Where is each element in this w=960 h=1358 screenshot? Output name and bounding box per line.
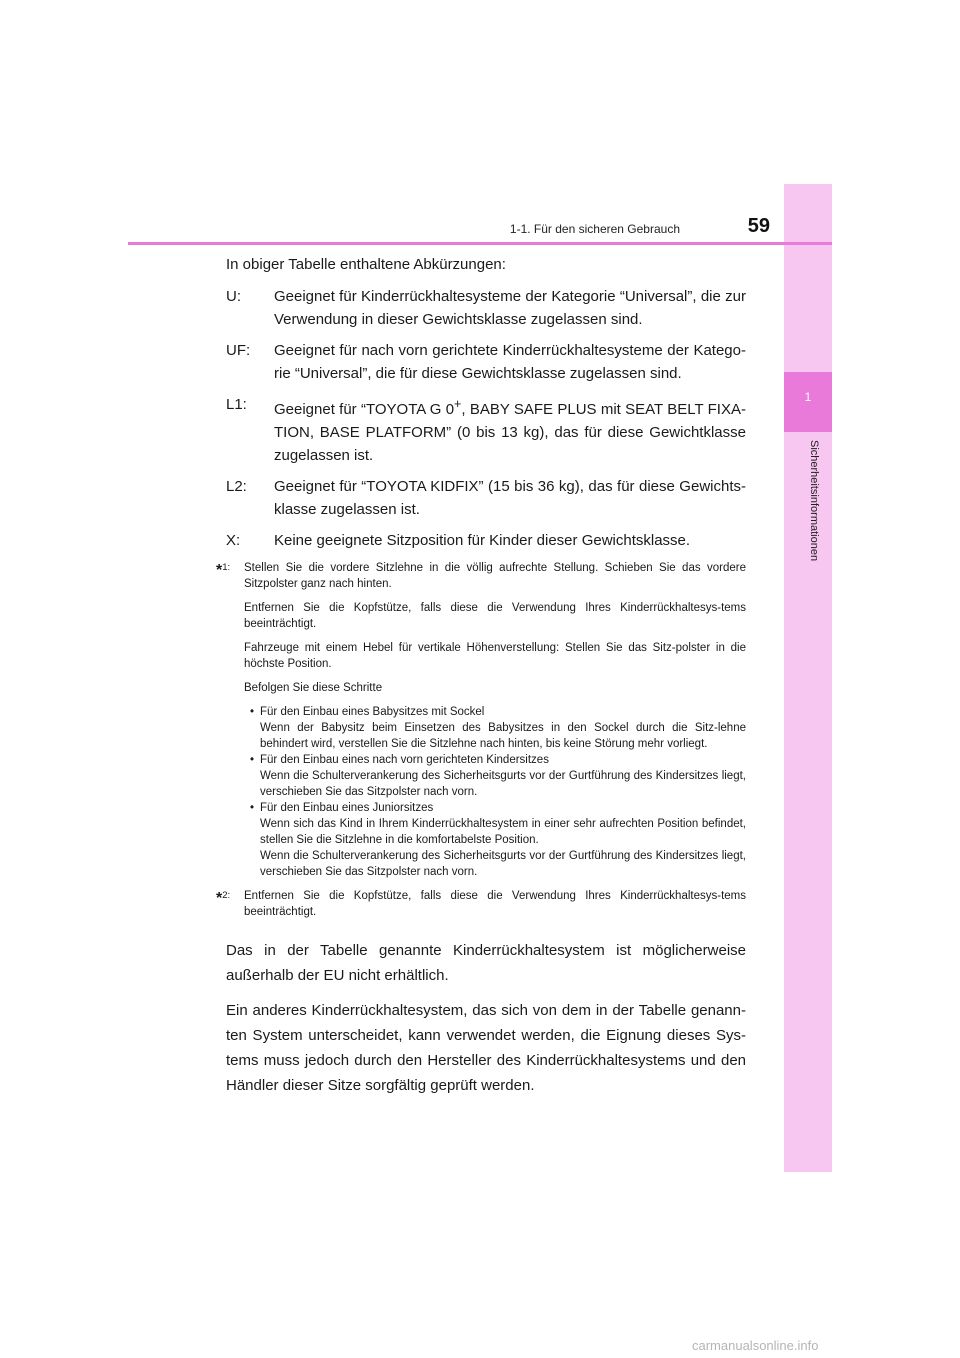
abbreviation-item [216, 339, 746, 385]
list-item-text: Wenn die Schulterverankerung des Sicherheitsgurts vor der Gurtführung des Kindersitzes liegt, verschieben Sie das Sitzpolster nach vorn. [260, 770, 746, 798]
page-content [216, 256, 746, 1098]
list-item [244, 752, 746, 800]
footnote-marker [216, 888, 244, 928]
abbreviation-item [216, 475, 746, 521]
list-item-body [260, 752, 746, 800]
footnote-number: 2: [222, 890, 231, 901]
list-item [244, 800, 746, 880]
abbreviation-item [216, 529, 746, 552]
body-paragraph: Ein anderes Kinderrückhaltesystem, das sich von dem in der Tabelle genann-ten System unterscheidet, kann verwendet werden, die Eignung dieses Sys-tems muss jedoch durch den Hersteller des Kinderrückhaltesystems und den Händler dieser Sitze sorgfältig geprüft werden. [226, 1002, 746, 1094]
abbreviation-text: Geeignet für Kinderrückhaltesysteme der Kategorie “Universal”, die zur Verwendung in dieser Gewichtsklasse zugelassen sind. [274, 288, 746, 328]
list-item [244, 704, 746, 752]
list-item-text: Wenn die Schulterverankerung des Sicherheitsgurts vor der Gurtführung des Kindersitzes liegt, verschieben Sie das Sitzpolster nach vorn. [260, 850, 746, 878]
abbreviation-text: Geeignet für nach vorn gerichtete Kinderrückhaltesysteme der Katego-rie “Universal”, die für diese Gewichtsklasse zugelassen sind. [274, 342, 746, 382]
asterisk-icon: * [216, 889, 223, 907]
list-item-body [260, 800, 746, 880]
list-item-title: Für den Einbau eines Juniorsitzes [260, 802, 434, 814]
section-title: 1-1. Für den sicheren Gebrauch [509, 222, 680, 236]
footnote-paragraph: Stellen Sie die vordere Sitzlehne in die völlig aufrechte Stellung. Schieben Sie das vordere Sitzpolster ganz nach hinten. [244, 562, 746, 590]
list-item-text: Wenn der Babysitz beim Einsetzen des Babysitzes in den Sockel durch die Sitz-lehne behindert wird, verstellen Sie die Sitzlehne nach hinten, bis keine Störung mehr vorliegt. [260, 722, 746, 750]
header-divider [128, 242, 832, 245]
abbreviation-key: L2: [226, 478, 247, 495]
bullet-icon: • [249, 802, 255, 814]
abbreviation-key: X: [226, 532, 241, 549]
abbreviation-key: L1: [226, 396, 247, 413]
footnote-marker [216, 560, 244, 880]
body-paragraph: Das in der Tabelle genannte Kinderrückhaltesystem ist möglicherweise außerhalb der EU nicht erhältlich. [226, 942, 746, 984]
superscript-plus: + [454, 397, 462, 411]
list-item-title: Für den Einbau eines Babysitzes mit Sockel [260, 706, 485, 718]
chapter-side-tab [784, 184, 832, 1172]
bullet-icon: • [249, 754, 255, 766]
footnote-1 [216, 560, 746, 880]
abbreviation-item [216, 285, 746, 331]
abbreviation-text [274, 393, 746, 467]
abbreviation-item [216, 393, 746, 467]
steps-list [244, 704, 746, 880]
page-number: 59 [747, 215, 770, 237]
list-item-text: Wenn sich das Kind in Ihrem Kinderrückhaltesystem in einer sehr aufrechten Position befindet, stellen Sie die Sitzlehne in die komfortabelste Position. [260, 818, 746, 846]
watermark-text: carmanualsonline.info [692, 1338, 819, 1353]
footnote-paragraph: Entfernen Sie die Kopfstütze, falls diese die Verwendung Ihres Kinderrückhaltesys-tems beeinträchtigt. [244, 890, 746, 918]
intro-text: In obiger Tabelle enthaltene Abkürzungen: [226, 256, 506, 273]
footnote-paragraph: Fahrzeuge mit einem Hebel für vertikale Höhenverstellung: Stellen Sie das Sitz-polster in die höchste Position. [244, 642, 746, 670]
abbreviation-text: Geeignet für “TOYOTA KIDFIX” (15 bis 36 kg), das für diese Gewichts-klasse zugelassen ist. [274, 478, 746, 518]
footnote-paragraph: Entfernen Sie die Kopfstütze, falls diese die Verwendung Ihres Kinderrückhaltesys-tems beeinträchtigt. [244, 602, 746, 630]
abbreviation-text: Keine geeignete Sitzposition für Kinder dieser Gewichtsklasse. [274, 532, 691, 549]
abbreviation-text-start: Geeignet für “TOYOTA G 0 [274, 401, 455, 418]
footnote-2 [216, 888, 746, 928]
abbreviation-text-end: , BABY SAFE PLUS mit SEAT BELT FIXA-TION, BASE PLATFORM” (0 bis 13 kg), das für diese Gewichtklasse zugelassen ist. [274, 401, 746, 464]
chapter-title: Sicherheitsinformationen [808, 440, 820, 562]
footnote-paragraph: Befolgen Sie diese Schritte [244, 682, 383, 694]
abbreviation-key: U: [226, 288, 241, 305]
bullet-icon: • [249, 706, 255, 718]
asterisk-icon: * [216, 561, 223, 579]
footnote-body [244, 888, 746, 928]
abbreviation-key: UF: [226, 342, 251, 359]
chapter-number: 1 [804, 390, 812, 404]
list-item-title: Für den Einbau eines nach vorn gerichteten Kindersitzes [260, 754, 549, 766]
list-item-body [260, 704, 746, 752]
footnote-number: 1: [222, 562, 231, 573]
footnote-body [244, 560, 746, 880]
